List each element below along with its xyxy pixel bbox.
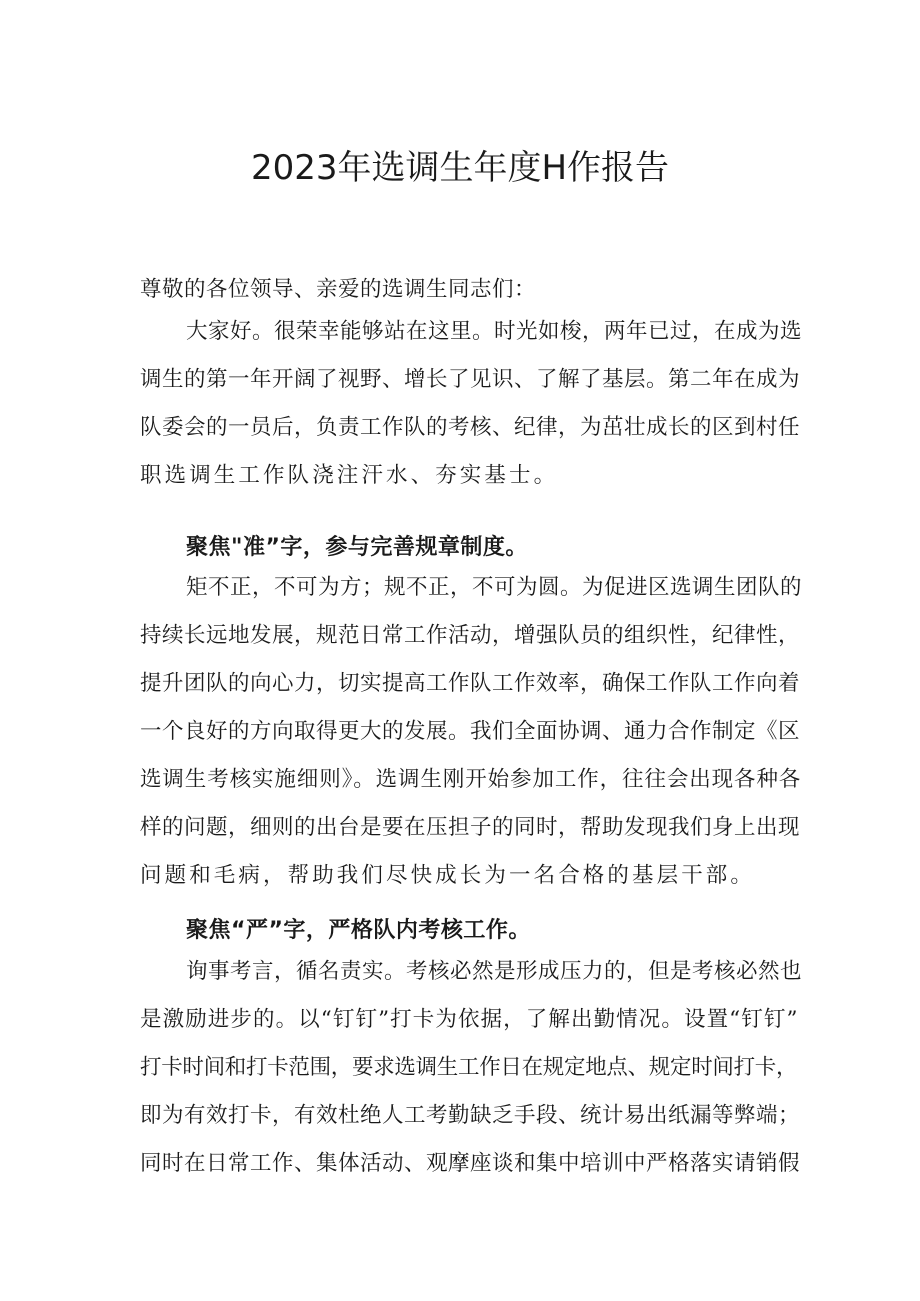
paragraph-line: 提升团队的向心力，切实提高工作队工作效率，确保工作队工作向着 (140, 671, 801, 696)
paragraph-intro (140, 308, 803, 500)
paragraph-line: 是激励进步的。以“钉钉”打卡为依据，了解出勤情况。设置“钉钉” (140, 1007, 799, 1032)
paragraph-line: 大家好。很荣幸能够站在这里。时光如梭，两年已过，在成为选 (186, 319, 803, 344)
salutation: 尊敬的各位领导、亲爱的选调生同志们： (140, 277, 537, 302)
paragraph-line: 打卡时间和打卡范围，要求选调生工作日在规定地点、规定时间打卡， (140, 1055, 798, 1080)
paragraph-line: 调生的第一年开阔了视野、增长了见识、了解了基层。第二年在成为 (140, 367, 801, 392)
paragraph-line: 矩不正，不可为方；规不正，不可为圆。为促进区选调生团队的 (186, 575, 803, 600)
paragraph-assessment (140, 948, 803, 1188)
paragraph-line: 持续长远地发展，规范日常工作活动，增强队员的组织性，纪律性， (140, 623, 801, 648)
paragraph-line: 同时在日常工作、集体活动、观摩座谈和集中培训中严格落实请销假 (140, 1151, 801, 1176)
paragraph-line: 职选调生工作队浇注汗水、夯实基士。 (140, 463, 559, 488)
paragraph-line: 问题和毛病，帮助我们尽快成长为一名合格的基层干部。 (140, 863, 756, 888)
paragraph-line: 询事考言，循名责实。考核必然是形成压力的，但是考核必然也 (186, 959, 803, 984)
paragraph-line: 一个良好的方向取得更大的发展。我们全面协调、通力合作制定《区 (140, 719, 801, 744)
paragraph-line: 样的问题，细则的出台是要在压担子的同时，帮助发现我们身上出现 (140, 815, 801, 840)
paragraph-line: 选调生考核实施细则》。选调生刚开始参加工作，往往会出现各种各 (140, 767, 802, 792)
paragraph-rules (140, 564, 803, 900)
section-heading-1: 聚焦"准”字，参与完善规章制度。 (186, 535, 528, 560)
document-title: 2023年选调生年度H作报告 (250, 148, 670, 188)
paragraph-line: 队委会的一员后，负责工作队的考核、纪律，为茁壮成长的区到村任 (140, 415, 801, 440)
section-heading-2: 聚焦“严”字，严格队内考核工作。 (186, 918, 531, 943)
paragraph-line: 即为有效打卡，有效杜绝人工考勤缺乏手段、统计易出纸漏等弊端； (140, 1103, 801, 1128)
